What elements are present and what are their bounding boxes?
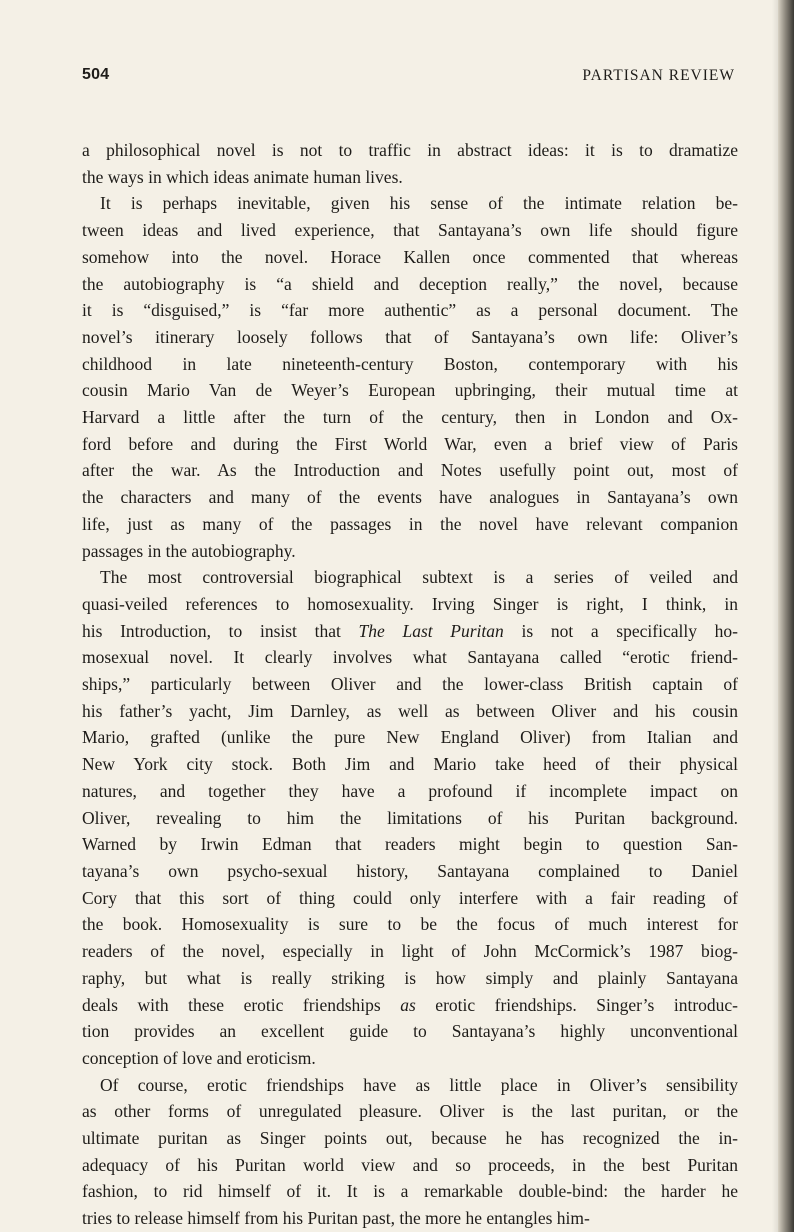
text-line: his father’s yacht, Jim Darnley, as well as between Oliver and his cousin bbox=[82, 700, 738, 721]
paragraph bbox=[82, 1072, 738, 1232]
text-line: after the war. As the Introduction and Notes usefully point out, most of bbox=[82, 460, 738, 481]
text-line: conception of love and eroticism. bbox=[82, 1047, 316, 1068]
text-line: deals with these erotic friendships as erotic friendships. Singer’s introduc- bbox=[82, 994, 738, 1015]
text-line: somehow into the novel. Horace Kallen once commented that whereas bbox=[82, 246, 738, 267]
text-line: it is “disguised,” is “far more authentic” as a personal document. The bbox=[82, 300, 738, 321]
text-line: fashion, to rid himself of it. It is a remarkable double-bind: the harder he bbox=[82, 1181, 738, 1202]
text-line: childhood in late nineteenth-century Boston, contemporary with his bbox=[82, 353, 738, 374]
text-line: the book. Homosexuality is sure to be the focus of much interest for bbox=[82, 914, 738, 935]
text-line: It is perhaps inevitable, given his sense of the intimate relation be- bbox=[100, 193, 738, 214]
running-head bbox=[82, 66, 735, 90]
paragraph bbox=[82, 564, 738, 1071]
text-line: Warned by Irwin Edman that readers might begin to question San- bbox=[82, 834, 738, 855]
text-line: the ways in which ideas animate human lives. bbox=[82, 166, 403, 187]
text-line: tayana’s own psycho-sexual history, Santayana complained to Daniel bbox=[82, 860, 738, 881]
text-line: tween ideas and lived experience, that Santayana’s own life should figure bbox=[82, 220, 738, 241]
journal-title: PARTISAN REVIEW bbox=[582, 67, 735, 84]
page-gutter-shadow bbox=[778, 0, 794, 1232]
text-line: raphy, but what is really striking is how simply and plainly Santayana bbox=[82, 967, 738, 988]
text-line: Mario, grafted (unlike the pure New England Oliver) from Italian and bbox=[82, 727, 738, 748]
text-line: the autobiography is “a shield and deception really,” the novel, because bbox=[82, 273, 738, 294]
text-line: Of course, erotic friendships have as little place in Oliver’s sensibility bbox=[100, 1074, 738, 1095]
text-line: New York city stock. Both Jim and Mario take heed of their physical bbox=[82, 754, 738, 775]
text-line: as other forms of unregulated pleasure. Oliver is the last puritan, or the bbox=[82, 1101, 738, 1122]
text-line: mosexual novel. It clearly involves what Santayana called “erotic friend- bbox=[82, 647, 738, 668]
text-line: life, just as many of the passages in the novel have relevant companion bbox=[82, 513, 738, 534]
text-line: The most controversial biographical subtext is a series of veiled and bbox=[100, 567, 738, 588]
text-line: Oliver, revealing to him the limitations of his Puritan background. bbox=[82, 807, 738, 828]
paragraph bbox=[82, 190, 738, 564]
text-line: quasi-veiled references to homosexuality. Irving Singer is right, I think, in bbox=[82, 593, 738, 614]
text-line: ships,” particularly between Oliver and the lower-class British captain of bbox=[82, 674, 738, 695]
text-line: readers of the novel, especially in light of John McCormick’s 1987 biog- bbox=[82, 941, 738, 962]
italic-title: as bbox=[400, 994, 416, 1015]
article-body bbox=[82, 137, 738, 1232]
text-line: his Introduction, to insist that The Last Puritan is not a specifically ho- bbox=[82, 620, 738, 641]
text-line: tries to release himself from his Puritan past, the more he entangles him- bbox=[82, 1208, 590, 1229]
paragraph bbox=[82, 137, 738, 190]
text-line: passages in the autobiography. bbox=[82, 540, 296, 561]
text-line: Cory that this sort of thing could only interfere with a fair reading of bbox=[82, 887, 738, 908]
text-line: novel’s itinerary loosely follows that of Santayana’s own life: Oliver’s bbox=[82, 326, 738, 347]
text-line: the characters and many of the events have analogues in Santayana’s own bbox=[82, 487, 738, 508]
text-line: ford before and during the First World War, even a brief view of Paris bbox=[82, 433, 738, 454]
italic-title: The Last Puritan bbox=[358, 620, 504, 641]
text-line: natures, and together they have a profound if incomplete impact on bbox=[82, 780, 738, 801]
page-number: 504 bbox=[82, 66, 110, 83]
text-line: ultimate puritan as Singer points out, because he has recognized the in- bbox=[82, 1128, 738, 1149]
text-line: cousin Mario Van de Weyer’s European upbringing, their mutual time at bbox=[82, 380, 738, 401]
text-line: adequacy of his Puritan world view and so proceeds, in the best Puritan bbox=[82, 1154, 738, 1175]
text-line: a philosophical novel is not to traffic in abstract ideas: it is to dramatize bbox=[82, 140, 738, 160]
text-line: Harvard a little after the turn of the century, then in London and Ox- bbox=[82, 407, 738, 428]
text-line: tion provides an excellent guide to Santayana’s highly unconventional bbox=[82, 1021, 738, 1042]
